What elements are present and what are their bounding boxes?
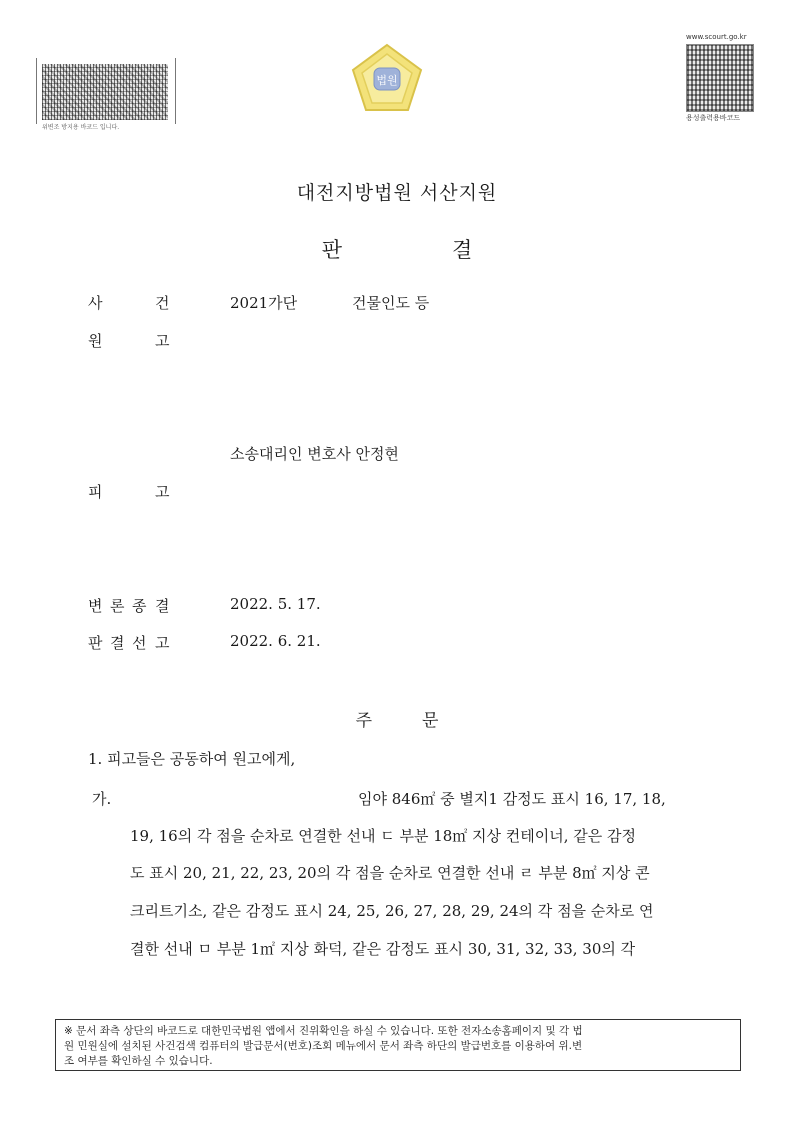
judgment-date: 2022. 6. 21.	[230, 632, 321, 650]
label-char: 고	[155, 483, 170, 501]
court-website-url: www.scourt.go.kr	[686, 33, 747, 41]
qr-code-image	[686, 44, 754, 112]
label-char: 고	[155, 634, 170, 652]
verification-notice	[55, 1019, 741, 1071]
closing-argument-date: 2022. 5. 17.	[230, 595, 321, 613]
label-char: 고	[155, 332, 170, 350]
notice-line: 원 민원실에 설치된 사건검색 컴퓨터의 발급문서(번호)조회 메뉴에서 문서 좌측 하단의 발급번호를 이용하여 위.변	[64, 1040, 583, 1052]
notice-line: ※ 문서 좌측 상단의 바코드로 대한민국법원 앱에서 진위확인을 하실 수 있습니다. 또한 전자소송홈페이지 및 각 법	[64, 1025, 583, 1037]
court-seal-emblem	[350, 42, 424, 116]
barcode-caption: 위변조 방지용 바코드 입니다.	[42, 124, 120, 131]
title-char: 결	[452, 238, 473, 262]
notice-line: 조 여부를 확인하실 수 있습니다.	[64, 1055, 213, 1067]
case-number: 2021가단	[230, 294, 298, 312]
label-char: 종	[132, 597, 147, 615]
plaintiff-representative: 소송대리인 변호사 안정현	[230, 445, 399, 463]
title-char: 주	[355, 711, 372, 731]
label-char: 결	[110, 634, 125, 652]
label-char: 판	[88, 634, 103, 652]
court-name: 대전지방법원 서산지원	[296, 182, 498, 204]
order-text-line: 임야 846㎡ 중 별지1 감정도 표시 16, 17, 18,	[358, 790, 666, 808]
seal-text: 법원	[376, 74, 398, 87]
qr-caption: 용성출력용바코드	[686, 114, 741, 122]
label-char: 변	[88, 597, 103, 615]
order-text-line: 도 표시 20, 21, 22, 23, 20의 각 점을 순차로 연결한 선내 ㄹ 부분 8㎡ 지상 콘	[130, 864, 650, 882]
label-char: 론	[110, 597, 125, 615]
order-text-line: 19, 16의 각 점을 순차로 연결한 선내 ㄷ 부분 18㎡ 지상 컨테이너, 같은 감정	[130, 827, 637, 845]
case-name: 건물인도 등	[352, 294, 430, 312]
label-char: 선	[132, 634, 147, 652]
label-char: 사	[88, 294, 103, 312]
label-char: 결	[155, 597, 170, 615]
label-char: 건	[155, 294, 170, 312]
order-item-1: 1. 피고들은 공동하여 원고에게,	[88, 750, 296, 768]
label-char: 원	[88, 332, 103, 350]
document-title	[0, 234, 794, 264]
order-item-1a-marker: 가.	[92, 790, 112, 808]
order-text-line: 결한 선내 ㅁ 부분 1㎡ 지상 화덕, 같은 감정도 표시 30, 31, 32, 33, 30의 각	[130, 940, 636, 958]
barcode-image	[42, 64, 168, 120]
title-char: 문	[422, 711, 439, 731]
label-char: 피	[88, 483, 103, 501]
order-text-line: 크리트기소, 같은 감정도 표시 24, 25, 26, 27, 28, 29, 24의 각 점을 순차로 연	[130, 902, 654, 920]
title-char: 판	[321, 238, 342, 262]
order-section-title	[0, 706, 794, 731]
